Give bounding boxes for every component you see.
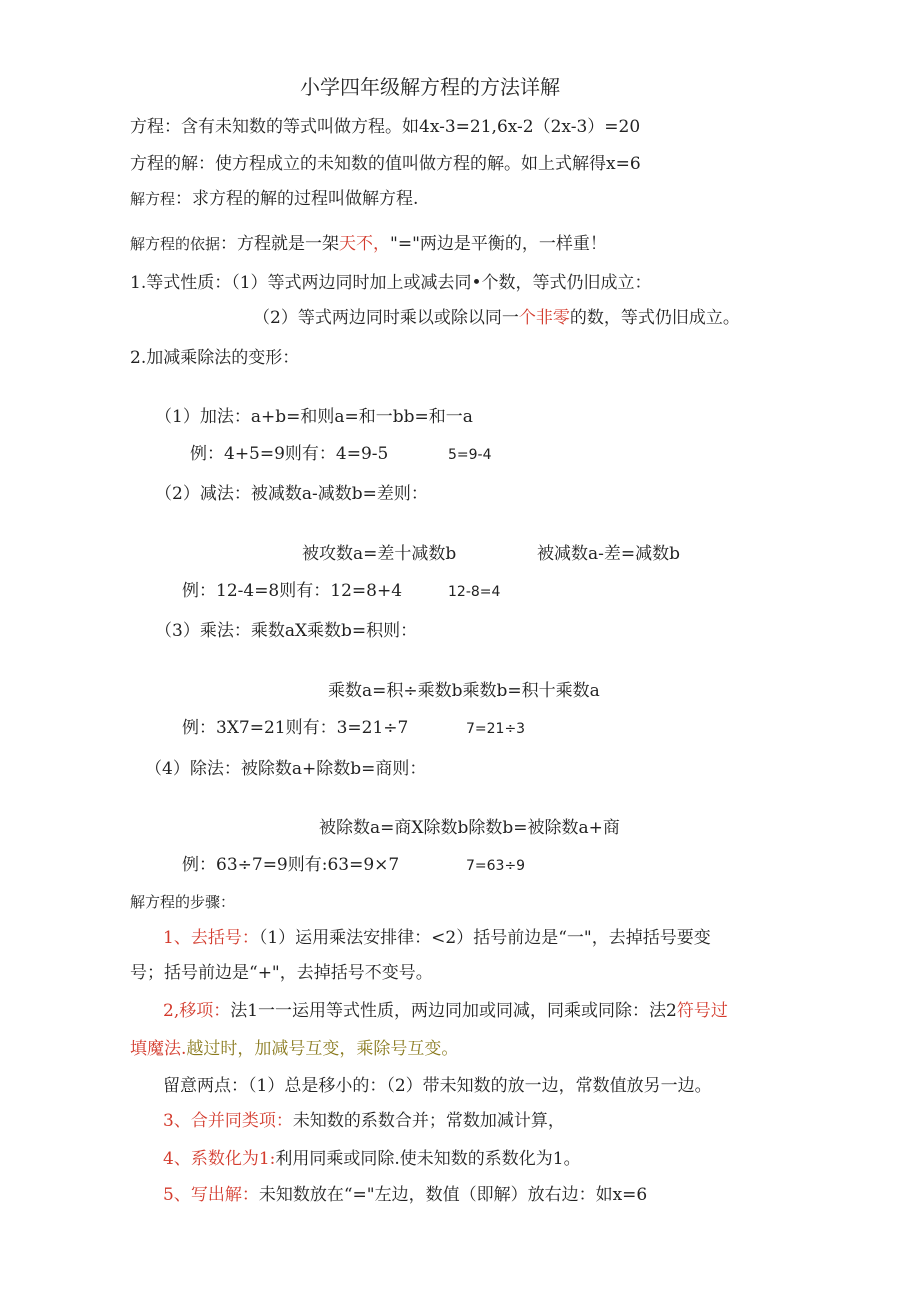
definition-equation [130,116,640,138]
definition-text: ：含有未知数的等式叫做方程。如4x-3=21,6x-2（2x-3）=20 [164,117,641,137]
subtraction-formula: 被攻数a=差十减数b [302,544,457,564]
basis-text: "="两边是平衡的，一样重！ [390,234,607,254]
multiplication-example-alt: 7=21÷3 [466,721,526,737]
property-line-2 [253,307,740,329]
division-formula: 被除数a=商X除数b除数b=被除数a+商 [319,818,620,838]
basis-label: 解方程的依据 [130,235,221,253]
step-text: 未知数的系数合并；常数加减计算， [292,1111,565,1131]
definition-text: ：使方程成立的未知数的值叫做方程的解。如上式解得x=6 [198,154,641,174]
division-rule: （4）除法：被除数a+除数b=商则： [145,759,427,779]
definition-solution [130,153,641,175]
step-3 [163,1110,565,1132]
step-highlight-olive: 越过时，加减号互变，乘除号互变。 [186,1039,459,1059]
multiplication-formula: 乘数a=积÷乘数b乘数b=积十乘数a [328,681,600,701]
definition-label: 方程的解 [130,154,198,174]
division-example-alt: 7=63÷9 [466,858,526,874]
basis-text: ：方程就是一架 [220,234,340,254]
subtraction-rule: （2）减法：被减数a-减数b=差则： [155,484,428,504]
step-4 [163,1148,581,1170]
addition-example-alt: 5=9-4 [448,447,492,463]
steps-heading: 解方程的步骤： [130,893,236,911]
property-line-1: 1.等式性质：（1）等式两边同时加上或减去同•个数，等式仍旧成立： [130,273,652,293]
step-text: 未知数放在“="左边，数值（即解）放右边：如x=6 [258,1185,648,1205]
subtraction-example-alt: 12-8=4 [448,584,501,600]
step-label: 2,移项： [163,1001,231,1021]
definition-text: ：求方程的解的过程叫做解方程. [175,189,419,209]
property-text: 的数，等式仍旧成立。 [569,308,740,328]
step-highlight: 符号过 [676,1001,728,1021]
subtraction-example: 例：12-4=8则有：12=8+4 [182,581,403,601]
definition-label: 方程 [130,117,164,137]
step-label: 1、去括号： [163,928,259,948]
transform-heading: 2.加减乘除法的变形： [130,348,300,368]
step-1 [163,927,711,949]
multiplication-example: 例：3X7=21则有：3=21÷7 [182,718,409,738]
subtraction-formula-alt: 被减数a-差=减数b [537,544,681,564]
step-text: 利用同乘或同除.使未知数的系数化为1。 [275,1149,581,1169]
addition-rule: （1）加法：a+b=和则a=和一bb=和一a [155,407,473,427]
page-title: 小学四年级解方程的方法详解 [300,75,560,99]
step-label: 4、系数化为1: [163,1149,276,1169]
step-1-continued: 号；括号前边是“+"，去掉括号不变号。 [130,963,433,983]
step-highlight: 填魔法. [130,1039,187,1059]
step-note: 留意两点：（1）总是移小的：（2）带未知数的放一边，常数值放另一边。 [163,1076,712,1096]
step-text: 法1一一运用等式性质，两边同加或同减，同乘或同除：法2 [230,1001,677,1021]
definition-label: 解方程 [130,190,176,208]
step-5 [163,1184,647,1206]
property-text: （2）等式两边同时乘以或除以同一 [253,308,519,328]
step-label: 5、写出解： [163,1185,259,1205]
step-2-continued [130,1038,458,1060]
step-2 [163,1000,728,1022]
basis-highlight: 天不， [339,234,391,254]
addition-example: 例：4+5=9则有：4=9-5 [190,444,389,464]
division-example: 例：63÷7=9则有:63=9×7 [182,855,400,875]
equation-basis [130,233,607,255]
property-highlight: 个非零 [518,308,570,328]
definition-solving [130,188,418,210]
multiplication-rule: （3）乘法：乘数aX乘数b=积则： [155,621,418,641]
step-text: （1）运用乘法安排律：<2）括号前边是“一"，去掉括号要变 [258,928,711,948]
step-label: 3、合并同类项： [163,1111,293,1131]
